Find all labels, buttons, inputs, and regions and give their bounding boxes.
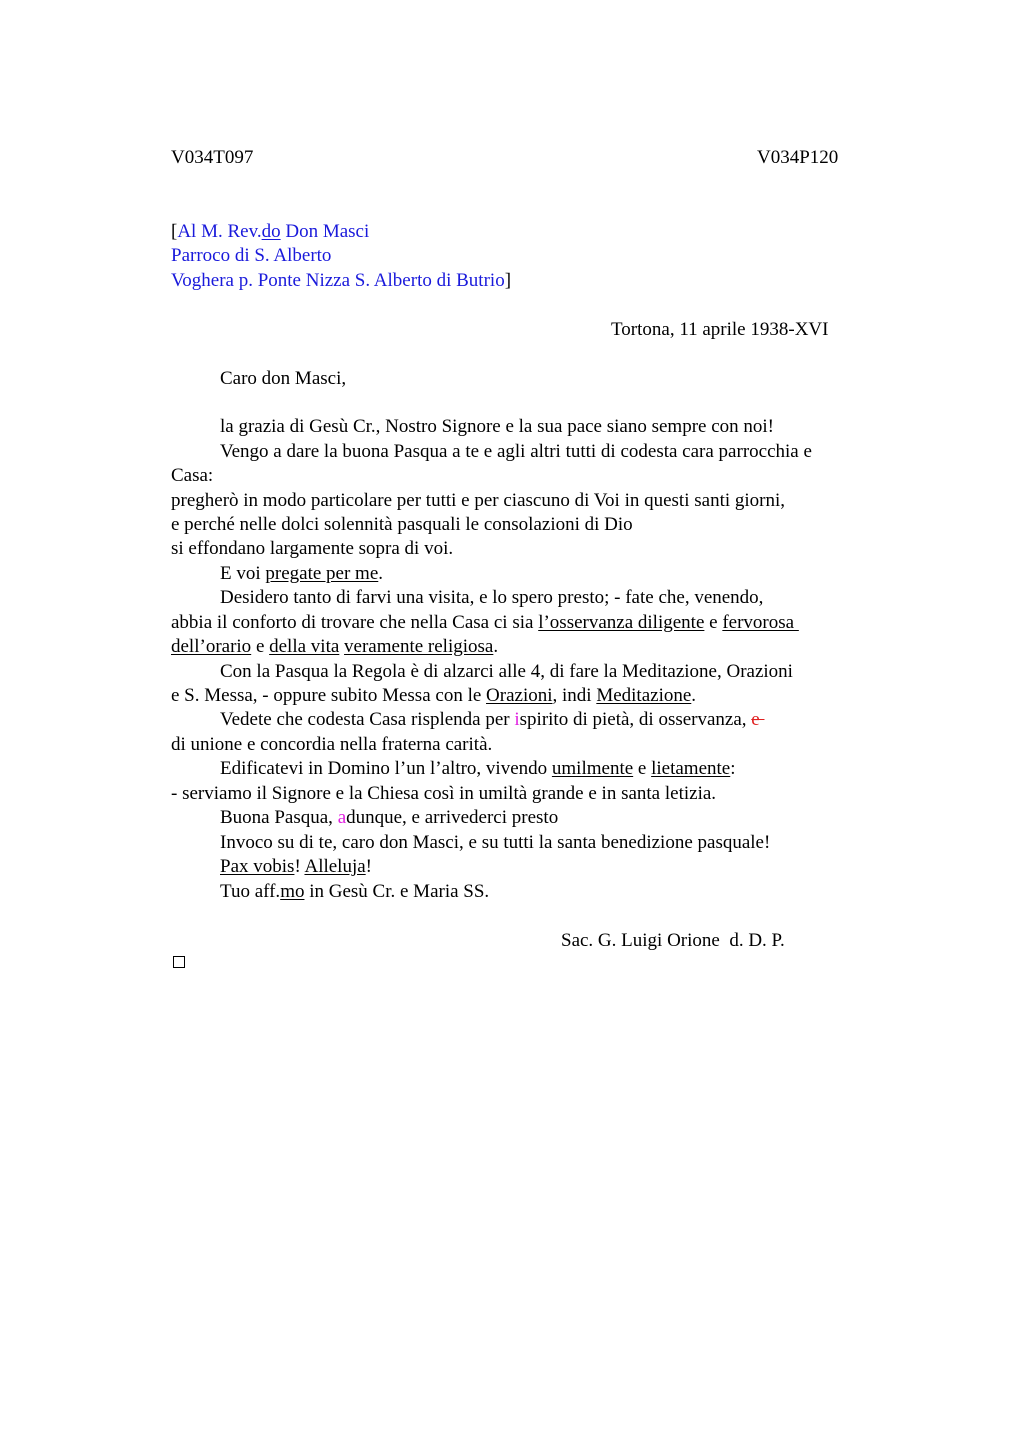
underlined-superscript: mo xyxy=(280,881,305,902)
text-segment: e S. Messa, - oppure subito Messa con le xyxy=(171,685,487,706)
body-line-7 xyxy=(220,562,383,586)
underlined-phrase: Orazioni xyxy=(486,685,553,706)
text-segment: , indi xyxy=(552,685,597,706)
body-line-8: Desidero tanto di farvi una visita, e lo spero presto; - fate che, venendo, xyxy=(220,587,764,608)
text-segment: . xyxy=(378,563,384,584)
underlined-phrase: umilmente xyxy=(551,758,634,779)
body-line-12 xyxy=(171,684,696,708)
text-segment: . xyxy=(691,685,697,706)
body-line-14: di unione e concordia nella fraterna carità. xyxy=(171,734,493,755)
text-segment: spirito di pietà, di osservanza, xyxy=(519,709,752,730)
text-segment: E voi xyxy=(220,563,266,584)
text-segment: abbia il conforto di trovare che nella Casa ci sia xyxy=(171,612,539,633)
body-line-20 xyxy=(220,880,489,904)
body-line-18: Invoco su di te, caro don Masci, e su tutti la santa benedizione pasquale! xyxy=(220,832,771,853)
deleted-text: e xyxy=(751,709,765,730)
text-segment: Vedete che codesta Casa risplenda per xyxy=(220,709,515,730)
body-line-16: - serviamo il Signore e la Chiesa così in umiltà grande e in santa letizia. xyxy=(171,783,717,804)
underlined-phrase: Pax vobis xyxy=(220,856,295,877)
left-code: V034T097 xyxy=(171,147,254,168)
text-segment: Tuo aff. xyxy=(220,881,281,902)
underlined-phrase: pregate per me xyxy=(265,563,379,584)
body-line-1: la grazia di Gesù Cr., Nostro Signore e la sua pace siano sempre con noi! xyxy=(220,416,775,437)
checkbox-square-icon xyxy=(173,956,185,968)
body-line-19 xyxy=(220,855,372,879)
text-segment: dunque, e arrivederci presto xyxy=(346,807,559,828)
text-segment: Edificatevi in Domino l’un l’altro, vivendo xyxy=(220,758,552,779)
text-segment: Buona Pasqua, xyxy=(220,807,338,828)
address-line-3 xyxy=(171,269,511,293)
address-line-2: Parroco di S. Alberto xyxy=(171,245,332,266)
body-line-15 xyxy=(220,757,736,781)
underlined-phrase: fervorosa xyxy=(722,612,799,633)
address-superscript-do: do xyxy=(261,221,281,242)
underlined-phrase: lietamente xyxy=(651,758,731,779)
text-segment: . xyxy=(493,636,499,657)
text-segment: : xyxy=(730,758,736,779)
body-line-6: si effondano largamente sopra di voi. xyxy=(171,538,454,559)
body-line-10 xyxy=(171,635,498,659)
address-recipient-title: Al M. Rev. xyxy=(177,221,262,242)
bracket-close: ] xyxy=(504,270,512,291)
underlined-phrase: della vita xyxy=(269,636,340,657)
body-line-5: e perché nelle dolci solennità pasquali le consolazioni di Dio xyxy=(171,514,633,535)
underlined-phrase: veramente religiosa xyxy=(344,636,494,657)
date-line: Tortona, 11 aprile 1938-XVI xyxy=(611,319,829,340)
text-segment: e xyxy=(633,758,652,779)
body-line-3: Casa: xyxy=(171,465,214,486)
signature: Sac. G. Luigi Orione d. D. P. xyxy=(561,930,785,951)
salutation: Caro don Masci, xyxy=(220,368,347,389)
text-segment: in Gesù Cr. e Maria SS. xyxy=(304,881,490,902)
underlined-phrase: dell’orario xyxy=(171,636,252,657)
underlined-phrase: l’osservanza diligente xyxy=(538,612,705,633)
body-line-13 xyxy=(220,708,764,732)
underlined-phrase: Meditazione xyxy=(596,685,692,706)
body-line-9 xyxy=(171,611,799,635)
right-code: V034P120 xyxy=(757,147,839,168)
text-segment: e xyxy=(251,636,270,657)
text-segment: ! xyxy=(294,856,305,877)
inserted-letter: i xyxy=(514,709,520,730)
address-locality: Voghera p. Ponte Nizza S. Alberto di Butrio xyxy=(171,270,505,291)
text-segment: e xyxy=(704,612,723,633)
address-line-1 xyxy=(171,220,369,244)
body-line-17 xyxy=(220,806,558,830)
inserted-letter: a xyxy=(337,807,347,828)
bracket-open: [ xyxy=(171,221,178,242)
underlined-phrase: Alleluja xyxy=(304,856,366,877)
text-segment: ! xyxy=(365,856,372,877)
body-line-11: Con la Pasqua la Regola è di alzarci alle 4, di fare la Meditazione, Orazioni xyxy=(220,661,793,682)
address-recipient-name: Don Masci xyxy=(280,221,370,242)
body-line-4: pregherò in modo particolare per tutti e per ciascuno di Voi in questi santi giorni, xyxy=(171,490,786,511)
body-line-2: Vengo a dare la buona Pasqua a te e agli altri tutti di codesta cara parrocchia e xyxy=(220,441,812,462)
